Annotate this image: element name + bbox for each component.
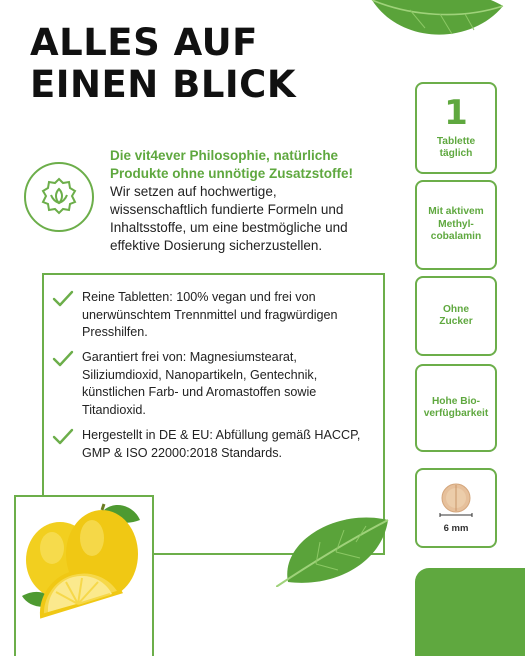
feature-text: Garantiert frei von: Magnesiumstearat, Siliziumdioxid, Nanopartikeln, Gentechnik, künstlichen Farb- und Aromastoffen sowie Titandioxid. — [82, 350, 318, 417]
card-methylcobalamin — [415, 180, 497, 270]
card-sugar-free — [415, 276, 497, 356]
green-corner-block — [415, 568, 525, 656]
feature-text: Reine Tabletten: 100% vegan und frei von unerwünschtem Trennmittel und fragwürdigen Presshilfen. — [82, 290, 338, 339]
card-tablet-size — [415, 468, 497, 548]
feature-item — [52, 289, 372, 342]
intro-accent-text: Die vit4ever Philosophie, natürliche Produkte ohne unnötige Zusatzstoffe! — [110, 148, 353, 181]
sugar-label: Ohne Zucker — [439, 303, 473, 327]
lemon-image — [16, 496, 156, 626]
methyl-label: Mit aktivem Methyl- cobalamin — [428, 206, 484, 243]
headline-line-2: EINEN BLICK — [30, 63, 296, 106]
feature-item — [52, 349, 372, 419]
intro-body-text: Wir setzen auf hochwertige, wissenschaftlich fundierte Formeln und Inhaltsstoffe, um eine bestmögliche und effektive Dosierung sicherzustellen. — [110, 184, 348, 253]
dose-number: 1 — [444, 92, 468, 133]
page-title — [30, 22, 296, 106]
headline-line-1: ALLES AUF — [30, 21, 258, 64]
leaf-top-image — [370, 0, 505, 47]
feature-text: Hergestellt in DE & EU: Abfüllung gemäß HACCP, GMP & ISO 22000:2018 Standards. — [82, 428, 361, 460]
check-icon — [52, 350, 76, 419]
dose-label: Tablette täglich — [436, 135, 476, 159]
check-icon — [52, 290, 76, 342]
feature-item — [52, 427, 372, 462]
intro-block — [110, 147, 375, 255]
tablet-size-label: 6 mm — [443, 523, 469, 534]
check-icon — [52, 428, 76, 462]
bio-label: Hohe Bio- verfügbarkeit — [423, 395, 489, 419]
tablet-icon — [434, 482, 478, 523]
quality-seal-icon — [24, 162, 94, 232]
card-bioavailability — [415, 364, 497, 452]
card-dosage — [415, 82, 497, 174]
leaf-mid-image — [276, 512, 391, 592]
